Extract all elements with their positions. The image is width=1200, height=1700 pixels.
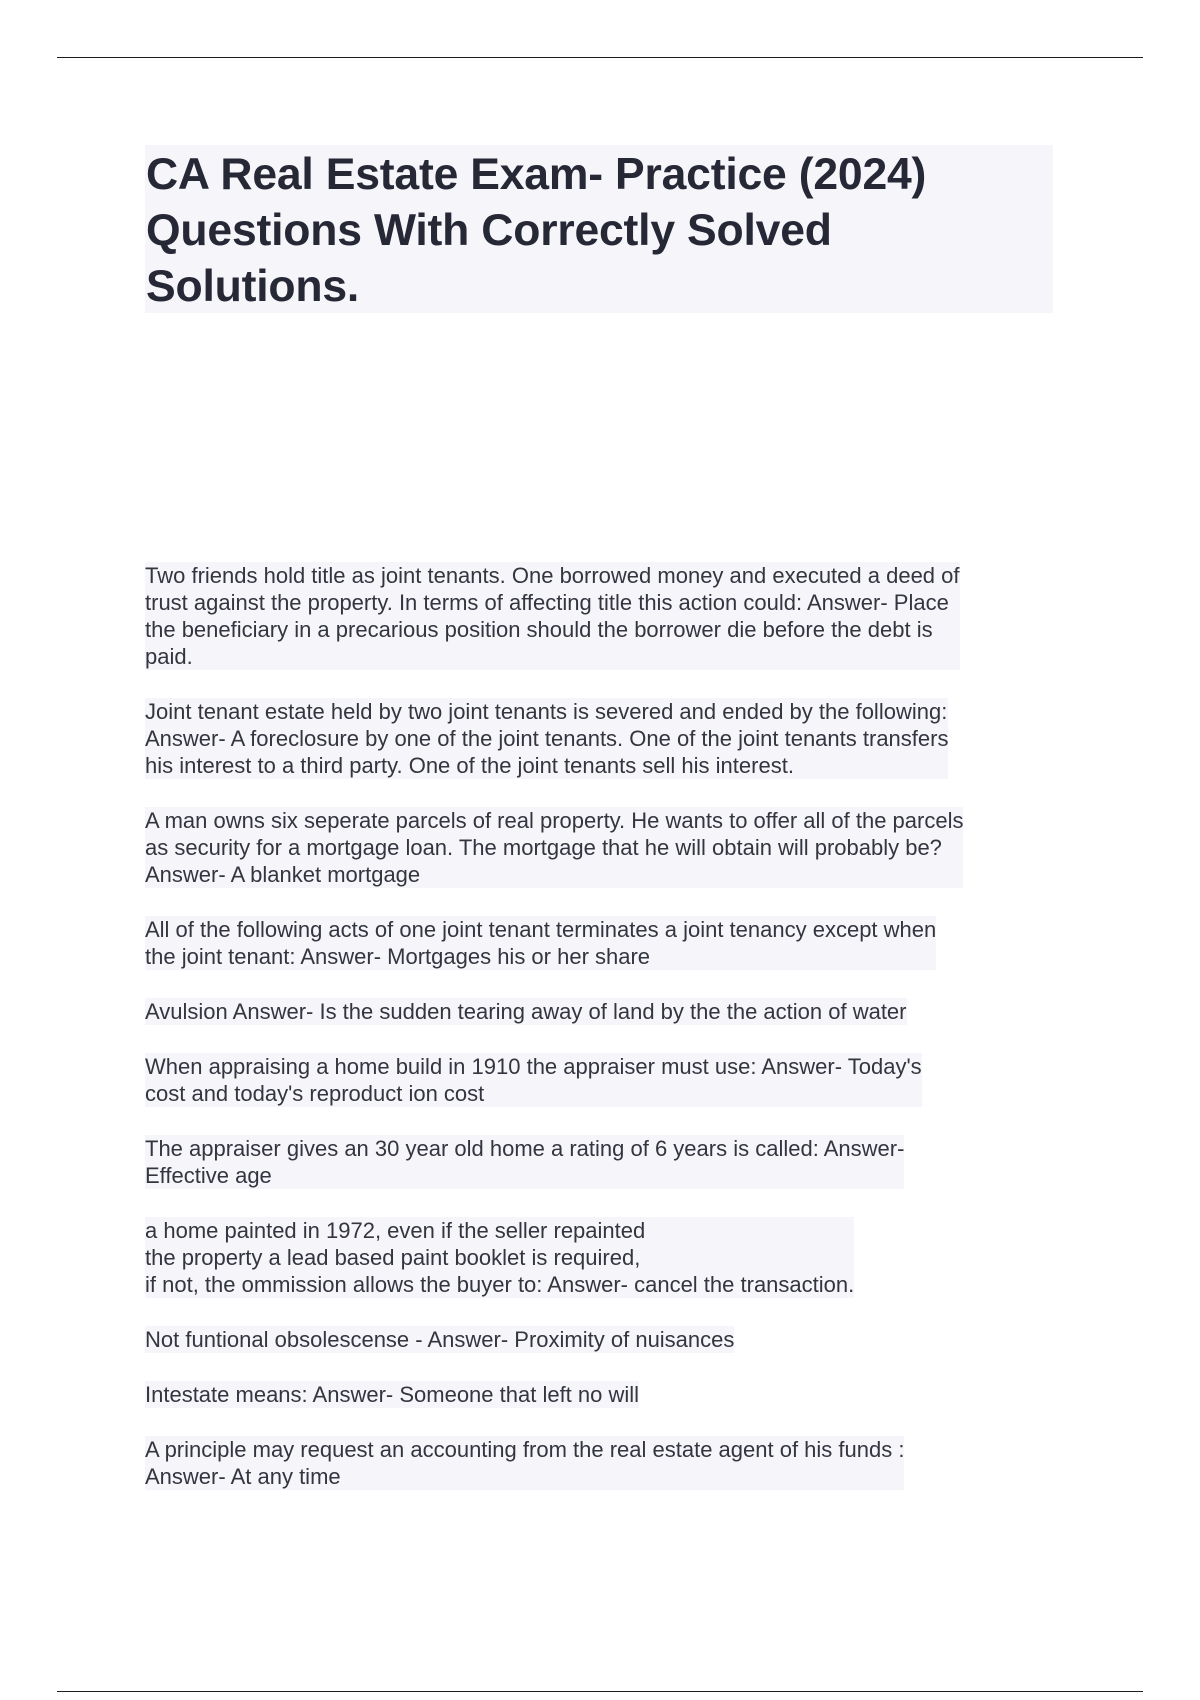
qa-item: The appraiser gives an 30 year old home a rating of 6 years is called: Answer- Effective age	[145, 1136, 905, 1188]
qa-item: a home painted in 1972, even if the seller repainted the property a lead based paint booklet is required, if not, the ommission allows the buyer to: Answer- cancel the transaction.	[145, 1218, 855, 1297]
qa-item: Not funtional obsolescense - Answer- Proximity of nuisances	[145, 1327, 735, 1352]
qa-item: Joint tenant estate held by two joint tenants is severed and ended by the following: Answer- A foreclosure by one of the joint tenants. One of the joint tenants transfers his interest to a third party. One of the joint tenants sell his interest.	[145, 699, 949, 778]
qa-item: Two friends hold title as joint tenants. One borrowed money and executed a deed of trust against the property. In terms of affecting title this action could: Answer- Place the beneficiary in a precarious position should the borrower die before the debt is paid.	[145, 563, 960, 669]
qa-item: All of the following acts of one joint tenant terminates a joint tenancy except when the joint tenant: Answer- Mortgages his or her share	[145, 917, 937, 969]
qa-item: A principle may request an accounting from the real estate agent of his funds : Answer- At any time	[145, 1437, 905, 1489]
qa-item: When appraising a home build in 1910 the appraiser must use: Answer- Today's cost and today's reproduct ion cost	[145, 1054, 922, 1106]
document-title: CA Real Estate Exam- Practice (2024) Questions With Correctly Solved Solutions.	[146, 150, 927, 311]
qa-item: Intestate means: Answer- Someone that left no will	[145, 1382, 640, 1407]
title-block	[145, 145, 1053, 313]
qa-list	[145, 562, 1065, 1518]
bottom-rule	[57, 1691, 1143, 1692]
qa-item: A man owns six seperate parcels of real property. He wants to offer all of the parcels as security for a mortgage loan. The mortgage that he will obtain will probably be? Answer- A blanket mortgage	[145, 808, 964, 887]
qa-item: Avulsion Answer- Is the sudden tearing away of land by the the action of water	[145, 999, 907, 1024]
top-rule	[57, 57, 1143, 58]
